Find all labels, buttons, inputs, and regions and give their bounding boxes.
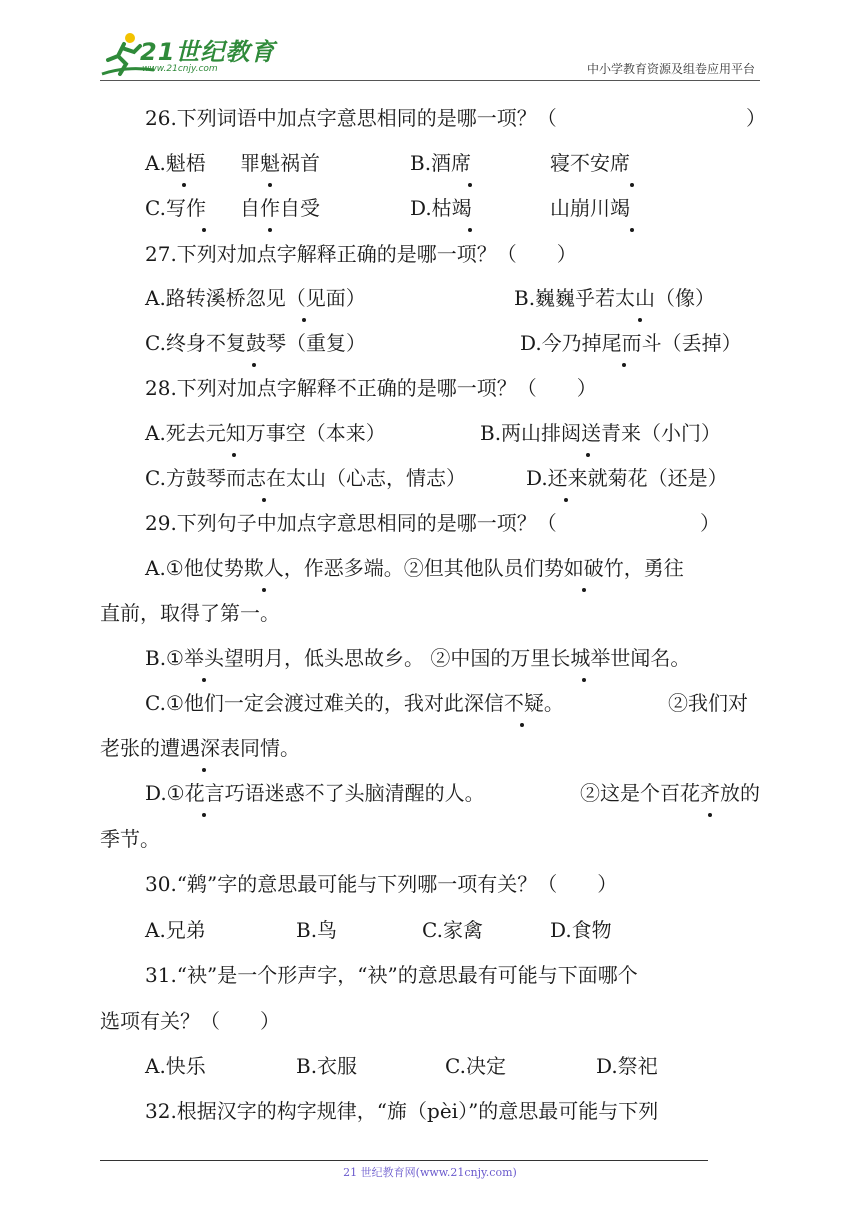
emphasis-dot — [630, 228, 634, 232]
emphasis-dot — [468, 228, 472, 232]
emphasis-dot — [202, 768, 206, 772]
q29-stem: 29.下列句子中加点字意思相同的是哪一项？（ — [145, 511, 557, 535]
emphasis-dot — [564, 498, 568, 502]
q31-stem-line1: 31.“袂”是一个形声字，“袂”的意思最有可能与下面哪个 — [145, 963, 638, 987]
q28-stem: 28.下列对加点字解释不正确的是哪一项？（ ） — [145, 376, 597, 400]
emphasis-dot — [520, 723, 524, 727]
q26-option-c1: C.写作 — [145, 196, 206, 220]
emphasis-dot — [582, 678, 586, 682]
footer-text: 21 世纪教育网(www.21cnjy.com) — [343, 1166, 517, 1179]
header-divider — [100, 80, 760, 81]
header-tagline: 中小学教育资源及组卷应用平台 — [586, 62, 755, 76]
emphasis-dot — [202, 228, 206, 232]
logo-url: www.21cnjy.com — [142, 64, 218, 74]
q31-option-a: A.快乐 — [145, 1054, 206, 1078]
emphasis-dot — [582, 588, 586, 592]
q26-stem-text: 26.下列词语中加点字意思相同的是哪一项？（ — [145, 106, 557, 130]
emphasis-dot — [622, 363, 626, 367]
emphasis-dot — [630, 183, 634, 187]
q31-option-b: B.衣服 — [296, 1054, 358, 1078]
q29-option-c-line1b: ②我们对 — [668, 691, 748, 715]
q26-option-c2: 自作自受 — [240, 196, 320, 220]
q27-option-b: B.巍巍乎若太山（像） — [514, 286, 716, 310]
logo-text: 21世纪教育 — [140, 38, 276, 66]
q26-option-a1: A.魁梧 — [145, 151, 206, 175]
q30-option-a: A.兄弟 — [145, 918, 206, 942]
q29-option-d-line2: 季节。 — [100, 827, 160, 851]
q29-option-a-line2: 直前，取得了第一。 — [100, 601, 280, 625]
q28-option-b: B.两山排闼送青来（小门） — [480, 421, 722, 445]
q31-option-d: D.祭祀 — [596, 1054, 658, 1078]
q26-option-b2: 寝不安席 — [550, 151, 630, 175]
q26-option-d1: D.枯竭 — [410, 196, 472, 220]
q29-paren-close: ） — [700, 511, 720, 535]
q27-option-a: A.路转溪桥忽见（见面） — [145, 286, 366, 310]
emphasis-dot — [468, 183, 472, 187]
q27-option-c: C.终身不复鼓琴（重复） — [145, 331, 366, 355]
q29-option-a-line1: A.①他仗势欺人，作恶多端。②但其他队员们势如破竹，勇往 — [145, 556, 684, 580]
q29-option-d-line1a: D.①花言巧语迷惑不了头脑清醒的人。 — [145, 781, 485, 805]
q28-option-c: C.方鼓琴而志在太山（心志，情志） — [145, 466, 466, 490]
emphasis-dot — [268, 183, 272, 187]
page-header — [0, 0, 860, 82]
emphasis-dot — [262, 588, 266, 592]
q28-option-a: A.死去元知万事空（本来） — [145, 421, 386, 445]
emphasis-dot — [202, 678, 206, 682]
q26-paren-close: ） — [746, 106, 766, 130]
q31-option-c: C.决定 — [445, 1054, 506, 1078]
emphasis-dot — [708, 813, 712, 817]
q31-stem-line2: 选项有关？（ ） — [100, 1009, 280, 1033]
emphasis-dot — [638, 318, 642, 322]
q30-stem: 30.“鹈”字的意思最可能与下列哪一项有关？（ ） — [145, 872, 618, 896]
emphasis-dot — [182, 183, 186, 187]
q26-option-b1: B.酒席 — [410, 151, 472, 175]
emphasis-dot — [202, 813, 206, 817]
emphasis-dot — [232, 453, 236, 457]
emphasis-dot — [262, 498, 266, 502]
q29-option-b: B.①举头望明月，低头思故乡。 ②中国的万里长城举世闻名。 — [145, 646, 691, 670]
q26-stem — [145, 104, 557, 132]
q30-option-b: B.鸟 — [296, 918, 338, 942]
q26-option-a2: 罪魁祸首 — [240, 151, 320, 175]
q27-stem: 27.下列对加点字解释正确的是哪一项？（ ） — [145, 242, 577, 266]
q30-option-c: C.家禽 — [422, 918, 483, 942]
emphasis-dot — [252, 363, 256, 367]
footer-divider — [100, 1160, 708, 1161]
q27-option-d: D.今乃掉尾而斗（丢掉） — [520, 331, 742, 355]
emphasis-dot — [302, 318, 306, 322]
q28-option-d: D.还来就菊花（还是） — [526, 466, 728, 490]
emphasis-dot — [586, 453, 590, 457]
emphasis-dot — [268, 228, 272, 232]
q29-option-c-line1a: C.①他们一定会渡过难关的，我对此深信不疑。 — [145, 691, 564, 715]
q29-option-d-line1b: ②这是个百花齐放的 — [580, 781, 760, 805]
q30-option-d: D.食物 — [550, 918, 612, 942]
q29-option-c-line2: 老张的遭遇深表同情。 — [100, 736, 300, 760]
q26-option-d2: 山崩川竭 — [550, 196, 630, 220]
q32-stem-line1: 32.根据汉字的构字规律，“旆（pèi）”的意思最可能与下列 — [145, 1099, 659, 1123]
